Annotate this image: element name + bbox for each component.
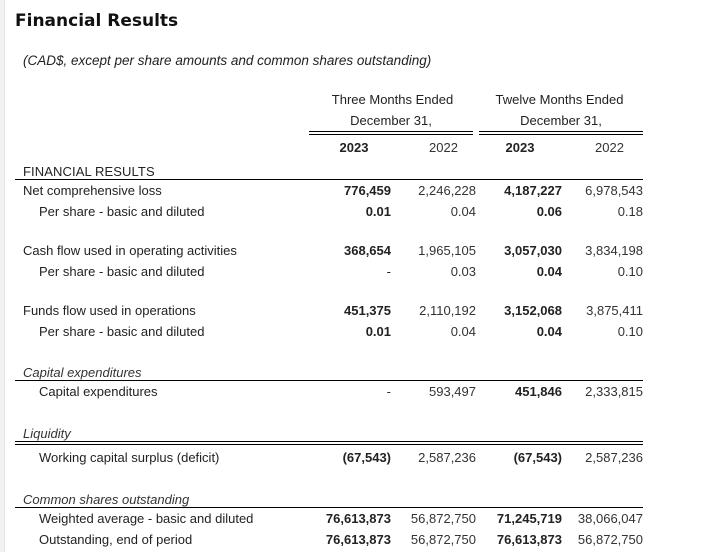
table-row: [15, 381, 643, 403]
header-group-row-2: [15, 110, 643, 133]
cell-y-2023: (67,543): [513, 449, 562, 465]
cell-y-2022: 0.18: [617, 204, 643, 219]
section-heading-row: [15, 360, 643, 381]
cell-q-2023: -: [386, 264, 391, 279]
cell-q-2023: 0.01: [365, 204, 391, 219]
table-row: [15, 300, 643, 321]
spacer-row: [15, 222, 643, 240]
table-row: [15, 529, 643, 550]
table-row: [15, 261, 643, 282]
year-header-q-2022: 2022: [429, 139, 458, 155]
cell-y-2023: 4,187,227: [504, 183, 562, 198]
row-label: Outstanding, end of period: [39, 532, 193, 547]
cell-y-2022: 0.10: [617, 264, 643, 279]
spacer-row: [15, 282, 643, 300]
cell-y-2023: 451,846: [515, 384, 562, 399]
cell-q-2023: 368,654: [344, 243, 391, 258]
page-subtitle: (CAD$, except per share amounts and common shares outstanding): [23, 53, 432, 68]
years-row: [15, 133, 643, 159]
group-header-twelve-months: Twelve Months Ended: [495, 92, 624, 107]
row-label: Net comprehensive loss: [23, 183, 162, 198]
year-header-y-2022: 2022: [595, 139, 624, 155]
section-heading-financial-results: FINANCIAL RESULTS: [15, 159, 643, 180]
group-subheader-three-months: December 31,: [309, 110, 476, 133]
cell-y-2023: 71,245,719: [496, 511, 562, 526]
spacer-row: [15, 402, 643, 420]
group-header-three-months: Three Months Ended: [331, 92, 454, 107]
section-heading-shares: Common shares outstanding: [15, 487, 643, 508]
cell-y-2022: 6,978,543: [585, 183, 643, 198]
cell-y-2023: 0.04: [536, 264, 562, 279]
cell-q-2023: 451,375: [344, 303, 391, 318]
cell-y-2022: 2,333,815: [585, 384, 643, 399]
table-row: [15, 240, 643, 261]
cell-y-2022: 0.10: [617, 324, 643, 339]
section-heading-row: [15, 487, 643, 508]
page-title: Financial Results: [15, 11, 179, 31]
section-heading-row: [15, 159, 643, 180]
cell-q-2022: 0.04: [450, 324, 476, 339]
spacer-row: [15, 469, 643, 487]
cell-q-2022: 56,872,750: [410, 532, 476, 547]
row-label: Per share - basic and diluted: [39, 204, 205, 219]
cell-y-2022: 3,834,198: [585, 243, 643, 258]
cell-q-2022: 2,246,228: [418, 183, 476, 198]
row-label: Per share - basic and diluted: [39, 324, 205, 339]
cell-q-2022: 56,872,750: [410, 511, 476, 526]
financial-results-table: [15, 89, 643, 550]
year-header-q-2023: 2023: [339, 139, 369, 155]
table-row: [15, 180, 643, 202]
cell-q-2023: 776,459: [344, 183, 391, 198]
cell-q-2023: -: [386, 384, 391, 399]
cell-q-2023: (67,543): [342, 449, 391, 465]
cell-y-2023: 0.04: [536, 324, 562, 339]
row-label: Cash flow used in operating activities: [23, 243, 237, 258]
row-label: Weighted average - basic and diluted: [39, 511, 254, 526]
cell-q-2023: 76,613,873: [325, 511, 391, 526]
cell-q-2022: 2,587,236: [418, 449, 476, 465]
cell-q-2022: 1,965,105: [418, 243, 476, 258]
spacer-row: [15, 342, 643, 360]
row-label: Working capital surplus (deficit): [39, 449, 220, 465]
group-subheader-twelve-months: December 31,: [476, 110, 643, 133]
left-scroll-edge: [0, 0, 5, 552]
row-label: Funds flow used in operations: [23, 303, 196, 318]
table-row: [15, 201, 643, 222]
section-heading-row: [15, 420, 643, 443]
cell-q-2023: 0.01: [365, 324, 391, 339]
cell-y-2023: 76,613,873: [496, 532, 562, 547]
cell-q-2023: 76,613,873: [325, 532, 391, 547]
cell-q-2022: 2,110,192: [419, 303, 476, 318]
table-row: [15, 321, 643, 342]
cell-y-2022: 2,587,236: [585, 449, 643, 465]
cell-y-2022: 56,872,750: [577, 532, 643, 547]
cell-y-2022: 3,875,411: [586, 303, 643, 318]
section-heading-capex: Capital expenditures: [15, 360, 643, 381]
row-label: Capital expenditures: [39, 384, 158, 399]
year-header-y-2023: 2023: [505, 139, 535, 155]
row-label: Per share - basic and diluted: [39, 264, 205, 279]
cell-q-2022: 0.04: [450, 204, 476, 219]
header-group-row-1: [15, 89, 643, 110]
cell-y-2023: 3,057,030: [504, 243, 562, 258]
cell-q-2022: 0.03: [450, 264, 476, 279]
cell-y-2023: 0.06: [536, 204, 562, 219]
table-row: [15, 508, 643, 530]
table-row: [15, 443, 643, 469]
cell-y-2022: 38,066,047: [577, 511, 643, 526]
section-heading-liquidity: Liquidity: [15, 420, 643, 443]
cell-y-2023: 3,152,068: [504, 303, 562, 318]
cell-q-2022: 593,497: [429, 384, 476, 399]
